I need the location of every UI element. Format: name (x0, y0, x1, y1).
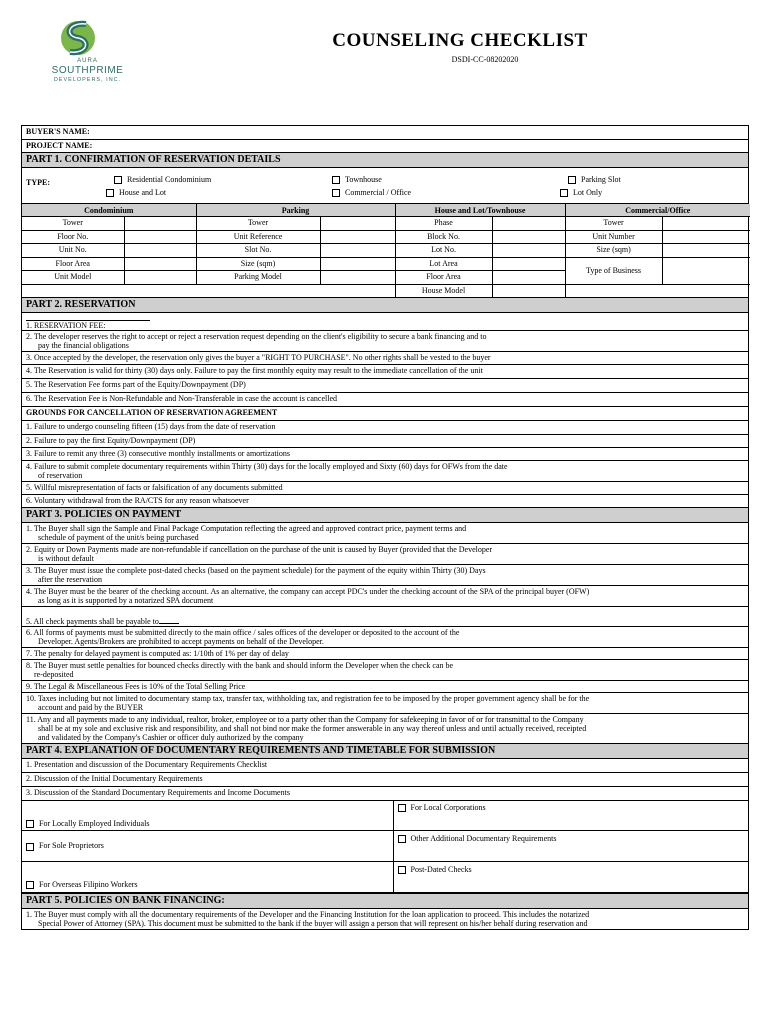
payment-item: 4. The Buyer must be the bearer of the checking account. As an alternative, the company can accept PDC's under the checking account of the SPA of the principal buyer (OFW) as long as it is supported by a notarized SPA document (22, 586, 748, 607)
parking-label: Slot No. (196, 244, 320, 258)
unit-details-grid (22, 204, 748, 298)
commercial-label: Size (sqm) (565, 244, 662, 258)
parking-value[interactable] (320, 244, 395, 258)
unit-details-table (22, 204, 750, 297)
payable-to-row[interactable] (22, 607, 748, 627)
doc-option-local-corp[interactable]: For Local Corporations (393, 801, 748, 831)
parking-label: Unit Reference (196, 230, 320, 244)
condo-label: Tower (22, 217, 124, 231)
documents-item: 1. Presentation and discussion of the Documentary Requirements Checklist (22, 759, 748, 773)
checkbox[interactable] (398, 804, 406, 812)
house-value[interactable] (492, 217, 565, 231)
checkbox[interactable] (568, 176, 576, 184)
payment-item: 7. The penalty for delayed payment is computed as: 1/10th of 1% per day of delay (22, 648, 748, 660)
ground-item: 1. Failure to undergo counseling fifteen (15) days from the date of reservation (22, 421, 748, 435)
document-title: COUNSELING CHECKLIST (332, 30, 588, 51)
doc-option-pdc[interactable]: Post-Dated Checks (393, 862, 748, 893)
reservation-fee-label: 1. RESERVATION FEE: (26, 321, 106, 330)
reservation-item: 4. The Reservation is valid for thirty (30) days only. Failure to pay the first monthly equity may result to the immediate cancellation of the unit (22, 365, 748, 379)
house-value[interactable] (492, 271, 565, 285)
parking-value[interactable] (320, 217, 395, 231)
house-label: Floor Area (395, 271, 492, 285)
ground-item: 4. Failure to submit complete documentary requirements within Thirty (30) days for the locally employed and Sixty (60) days for OFWs from the date of reservation (22, 461, 748, 482)
payable-to-label: 5. All check payments shall be payable to (26, 617, 159, 626)
col-parking: Parking (196, 204, 395, 217)
doc-option-local-employed[interactable]: For Locally Employed Individuals (22, 801, 393, 831)
checkbox[interactable] (560, 189, 568, 197)
reservation-item: 3. Once accepted by the developer, the reservation only gives the buyer a "RIGHT TO PURCHASE". No other rights shall be vested to the buyer (22, 352, 748, 365)
commercial-value[interactable] (662, 257, 750, 284)
checkbox[interactable] (114, 176, 122, 184)
condo-label: Floor No. (22, 230, 124, 244)
condo-value[interactable] (124, 244, 196, 258)
reservation-item: 6. The Reservation Fee is Non-Refundable and Non-Transferable in case the account is cancelled (22, 393, 748, 407)
commercial-value[interactable] (662, 217, 750, 231)
house-value[interactable] (492, 284, 565, 297)
condo-value[interactable] (124, 257, 196, 271)
parking-value[interactable] (320, 230, 395, 244)
payment-item: 8. The Buyer must settle penalties for bounced checks directly with the bank and should inform the Developer when the check can be re-deposited (22, 660, 748, 681)
house-value[interactable] (492, 257, 565, 271)
reservation-fee-row[interactable] (22, 313, 748, 331)
type-option-townhouse[interactable]: Townhouse (332, 175, 382, 184)
document-code: DSDI-CC-08202020 (451, 55, 519, 64)
doc-option-sole-prop[interactable]: For Sole Proprietors (22, 831, 393, 862)
buyer-name-label: BUYER'S NAME: (26, 127, 90, 136)
checkbox[interactable] (26, 843, 34, 851)
condo-value[interactable] (124, 230, 196, 244)
part1-header: PART 1. CONFIRMATION OF RESERVATION DETAILS (22, 153, 748, 168)
house-value[interactable] (492, 244, 565, 258)
part5-header: PART 5. POLICIES ON BANK FINANCING: (22, 894, 748, 909)
commercial-label: Type of Business (565, 257, 662, 284)
type-option-lot-only[interactable]: Lot Only (560, 188, 602, 197)
payment-item: 9. The Legal & Miscellaneous Fees is 10% of the Total Selling Price (22, 681, 748, 693)
house-value[interactable] (492, 230, 565, 244)
fee-blank (26, 313, 150, 321)
checkbox[interactable] (398, 866, 406, 874)
condo-label: Unit No. (22, 244, 124, 258)
payment-item: 2. Equity or Down Payments made are non-refundable if cancellation on the purchase of the unit is caused by Buyer (provided that the Developer is without default (22, 544, 748, 565)
checkbox[interactable] (26, 881, 34, 889)
condo-value[interactable] (124, 271, 196, 285)
bank-financing-item: 1. The Buyer must comply with all the documentary requirements of the Developer and the Financing Institution for the loan application to proceed. This includes the notarized Special Power of Attorney (SPA). This document must be submitted to the bank if the buyer will assign a person that will represent on his/her behalf during reservation and (26, 910, 590, 928)
commercial-label: Tower (565, 217, 662, 231)
checkbox[interactable] (332, 176, 340, 184)
checkbox[interactable] (398, 835, 406, 843)
grounds-header: GROUNDS FOR CANCELLATION OF RESERVATION AGREEMENT (22, 407, 748, 421)
documents-checklist (22, 801, 748, 894)
part2-header: PART 2. RESERVATION (22, 298, 748, 313)
brand-line1: AURA (77, 58, 98, 64)
ground-item: 3. Failure to remit any three (3) consecutive monthly installments or amortizations (22, 448, 748, 461)
type-selection (22, 168, 748, 204)
checkbox[interactable] (26, 820, 34, 828)
doc-option-additional[interactable]: Other Additional Documentary Requirements (393, 831, 748, 862)
checklist-form (21, 125, 749, 930)
reservation-item: 2. The developer reserves the right to accept or reject a reservation request depending on the client's eligibility to secure a bank financing and to pay the financial obligations (22, 331, 748, 352)
type-option-commercial[interactable]: Commercial / Office (332, 188, 411, 197)
checkbox[interactable] (332, 189, 340, 197)
company-logo (40, 18, 130, 96)
ground-item: 5. Willful misrepresentation of facts or falsification of any documents submitted (22, 482, 748, 495)
buyer-name-row[interactable] (22, 126, 748, 140)
parking-value[interactable] (320, 257, 395, 271)
ground-item: 2. Failure to pay the first Equity/Downpayment (DP) (22, 435, 748, 448)
house-label: Lot No. (395, 244, 492, 258)
logo-s-icon (58, 18, 114, 58)
parking-value[interactable] (320, 271, 395, 285)
type-label: TYPE: (26, 178, 50, 187)
type-option-parking[interactable]: Parking Slot (568, 175, 621, 184)
house-label: Block No. (395, 230, 492, 244)
col-commercial: Commercial/Office (565, 204, 750, 217)
commercial-value[interactable] (662, 230, 750, 244)
project-name-label: PROJECT NAME: (26, 141, 93, 150)
part3-header: PART 3. POLICIES ON PAYMENT (22, 508, 748, 523)
payment-item: 10. Taxes including but not limited to documentary stamp tax, transfer tax, withholding tax, and registration fee to be imposed by the proper government agency shall be for the account and paid by the BUYER (22, 693, 748, 714)
commercial-value[interactable] (662, 244, 750, 258)
commercial-label: Unit Number (565, 230, 662, 244)
doc-option-ofw[interactable]: For Overseas Filipino Workers (22, 862, 393, 893)
condo-label: Floor Area (22, 257, 124, 271)
type-option-residential[interactable]: Residential Condominium (114, 175, 211, 184)
part4-header: PART 4. EXPLANATION OF DOCUMENTARY REQUIREMENTS AND TIMETABLE FOR SUBMISSION (22, 744, 748, 759)
col-house-lot: House and Lot/Townhouse (395, 204, 565, 217)
parking-label: Size (sqm) (196, 257, 320, 271)
ground-item: 6. Voluntary withdrawal from the RA/CTS for any reason whatsoever (22, 495, 748, 508)
house-label: Phase (395, 217, 492, 231)
condo-value[interactable] (124, 217, 196, 231)
brand-line2: SOUTHPRIME (51, 65, 124, 76)
payment-item: 6. All forms of payments must be submitted directly to the main office / sales offices of the developer or deposited to the account of the Developer. Agents/Brokers are prohibited to accept payments on behalf of the Developer. (22, 627, 748, 648)
documents-table (22, 801, 748, 893)
parking-label: Parking Model (196, 271, 320, 285)
house-label: Lot Area (395, 257, 492, 271)
checkbox[interactable] (106, 189, 114, 197)
col-condominium: Condominium (22, 204, 196, 217)
documents-item: 2. Discussion of the Initial Documentary Requirements (22, 773, 748, 787)
documents-item: 3. Discussion of the Standard Documentary Requirements and Income Documents (22, 787, 748, 801)
payment-item: 11. Any and all payments made to any individual, realtor, broker, employee or to a party other than the Company for safekeeping in favor of or for transmittal to the Company shall be at my sole and exclusive risk and responsibility, and shall not bind nor make the former answerable in any way thereof unless and until actually received, receipted and validated by the Company's Cashier or officer duly authorized by the company (22, 714, 748, 744)
payment-item: 3. The Buyer must issue the complete post-dated checks (based on the payment schedule) for the payment of the equity within Thirty (30) Days after the reservation (22, 565, 748, 586)
condo-label: Unit Model (22, 271, 124, 285)
reservation-item: 5. The Reservation Fee forms part of the Equity/Downpayment (DP) (22, 379, 748, 393)
project-name-row[interactable] (22, 140, 748, 153)
parking-label: Tower (196, 217, 320, 231)
type-option-house-lot[interactable]: House and Lot (106, 188, 166, 197)
house-label: House Model (395, 284, 492, 297)
payment-item: 1. The Buyer shall sign the Sample and Final Package Computation reflecting the agreed and approved contract price, payment terms and schedule of payment of the unit/s being purchased (22, 523, 748, 544)
brand-line3: DEVELOPERS, INC. (53, 77, 122, 83)
